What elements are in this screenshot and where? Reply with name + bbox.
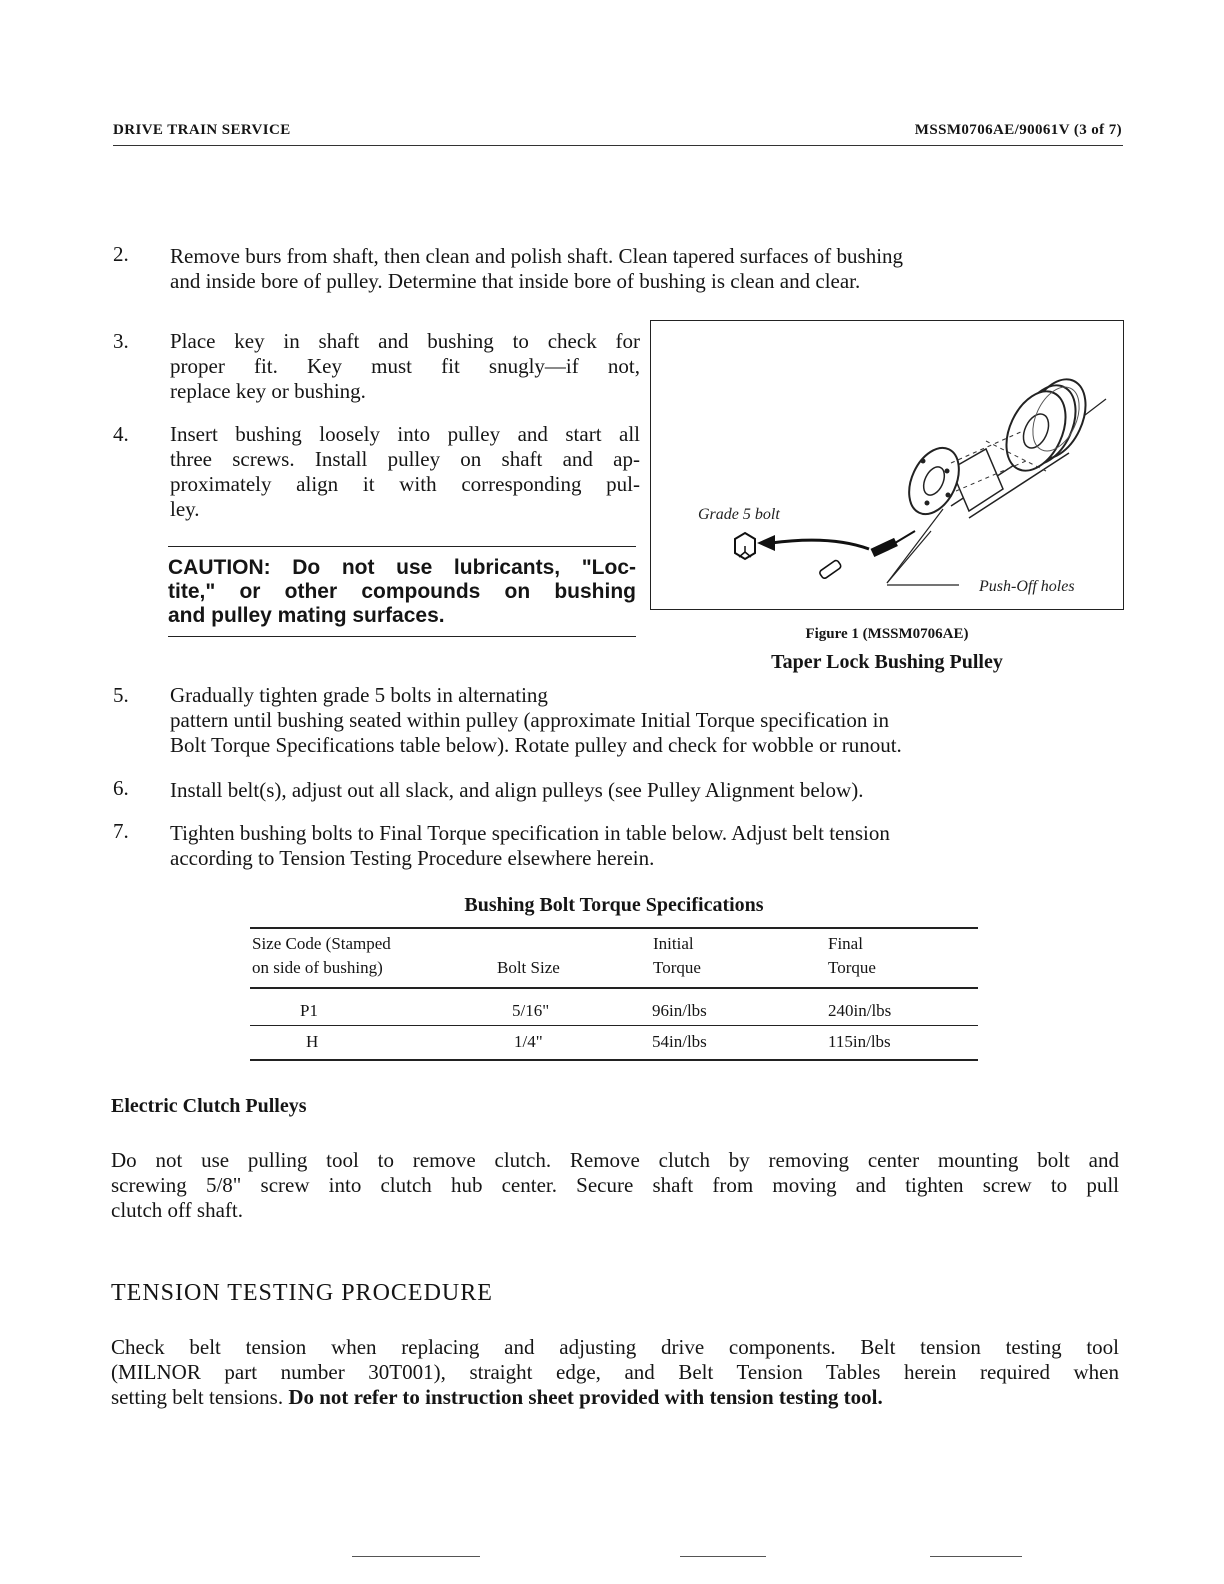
electric-line: screwing 5/8" screw into clutch hub center. Secure shaft from moving and tighten screw to pull (111, 1173, 1119, 1197)
caution-bottom-rule (168, 636, 636, 637)
step-4-text (170, 422, 640, 497)
figure-label-grade-5-bolt: Grade 5 bolt (698, 506, 780, 523)
electric-clutch-heading: Electric Clutch Pulleys (111, 1095, 307, 1117)
step-7-text (170, 821, 890, 871)
caution-line: CAUTION: Do not use lubricants, "Loc- (168, 556, 636, 579)
footer-mark (930, 1556, 1022, 1557)
pulley-icon (995, 370, 1098, 480)
table-row-p1-bolt: 5/16" (512, 1001, 550, 1020)
header-document-id: MSSM0706AE/90061V (3 of 7) (914, 122, 1122, 138)
electric-clutch-text (111, 1148, 1119, 1223)
step-5-number: 5. (113, 683, 129, 707)
table-header-bolt-size: Bolt Size (497, 958, 560, 977)
footer-mark (680, 1556, 766, 1557)
table-bottom-rule (250, 1059, 978, 1061)
push-off-pointer (887, 509, 959, 585)
step-7-line: according to Tension Testing Procedure elsewhere herein. (170, 846, 655, 870)
table-row-p1-final: 240in/lbs (828, 1001, 892, 1020)
tension-line: Check belt tension when replacing and adjusting drive components. Belt tension testing tool (111, 1335, 1119, 1359)
electric-line: Do not use pulling tool to remove clutch. Remove clutch by removing center mounting bolt and (111, 1148, 1119, 1172)
caution-line: and pulley mating surfaces. (168, 604, 445, 627)
table-row-p1-initial: 96in/lbs (652, 1001, 707, 1020)
bolt-head-icon (735, 533, 755, 559)
table-header-line: Torque (653, 958, 701, 977)
step-4-line: Insert bushing loosely into pulley and start all (170, 422, 640, 446)
caution-block (168, 556, 636, 628)
step-5-line: Bolt Torque Specifications table below). Rotate pulley and check for wobble or runout. (170, 733, 902, 757)
header-section-title: DRIVE TRAIN SERVICE (113, 122, 291, 138)
tension-last-line (111, 1385, 1119, 1410)
step-6-number: 6. (113, 776, 129, 800)
tension-line-bold: Do not refer to instruction sheet provided with tension testing tool. (288, 1385, 883, 1409)
step-7-number: 7. (113, 819, 129, 843)
table-row-h-size: H (306, 1032, 319, 1051)
table-header-final-torque (828, 932, 876, 980)
table-header-initial-torque (653, 932, 701, 980)
step-4-line: proximately align it with corresponding pul- (170, 472, 640, 496)
table-row-h-initial: 54in/lbs (652, 1032, 707, 1051)
tension-text (111, 1335, 1119, 1410)
footer-mark (352, 1556, 480, 1557)
step-3-text (170, 329, 640, 379)
table-header-rule (250, 987, 978, 989)
table-header-size-code (252, 932, 391, 980)
table-header-line: on side of bushing) (252, 958, 383, 977)
table-header-line: Initial (653, 934, 694, 953)
step-3-number: 3. (113, 329, 129, 353)
header-rule (113, 145, 1123, 146)
figure-frame (650, 320, 1124, 610)
taper-lock-pulley-illustration (651, 321, 1123, 609)
caution-top-rule (168, 546, 636, 547)
step-4-number: 4. (113, 422, 129, 446)
electric-line: clutch off shaft. (111, 1198, 243, 1222)
step-5-text (170, 683, 902, 758)
grade-5-bolt-icon (757, 531, 915, 557)
table-top-rule (250, 927, 978, 929)
figure-caption-number: Figure 1 (MSSM0706AE) (805, 626, 969, 642)
figure-label-push-off-holes: Push-Off holes (979, 578, 1075, 595)
table-header-line: Final (828, 934, 863, 953)
table-row-h-bolt: 1/4" (514, 1032, 543, 1051)
step-2-line: Remove burs from shaft, then clean and polish shaft. Clean tapered surfaces of bushing (170, 244, 904, 268)
table-row-rule (250, 1025, 978, 1026)
step-4-last-line: ley. (170, 497, 200, 521)
step-3-last-line: replace key or bushing. (170, 379, 366, 403)
tension-line: (MILNOR part number 30T001), straight edge, and Belt Tension Tables herein required when (111, 1360, 1119, 1384)
step-3-line: Place key in shaft and bushing to check for (170, 329, 640, 353)
step-5-line: pattern until bushing seated within pulley (approximate Initial Torque specification in (170, 708, 889, 732)
step-4-line: three screws. Install pulley on shaft and ap- (170, 447, 640, 471)
table-header-line: Size Code (Stamped (252, 934, 391, 953)
step-7-line: Tighten bushing bolts to Final Torque specification in table below. Adjust belt tension (170, 821, 890, 845)
table-title: Bushing Bolt Torque Specifications (464, 894, 764, 916)
step-2-line: and inside bore of pulley. Determine that inside bore of bushing is clean and clear. (170, 269, 861, 293)
table-header-line: Torque (828, 958, 876, 977)
step-2-text (170, 244, 903, 294)
tension-heading: TENSION TESTING PROCEDURE (111, 1280, 493, 1306)
step-2-number: 2. (113, 242, 129, 266)
step-3-line: proper fit. Key must fit snugly—if not, (170, 354, 640, 378)
figure-caption-title: Taper Lock Bushing Pulley (771, 651, 1003, 673)
bushing-icon (899, 440, 1003, 522)
caution-line: tite," or other compounds on bushing (168, 580, 636, 603)
step-5-line: Gradually tighten grade 5 bolts in alternating (170, 683, 548, 707)
tension-line-plain: setting belt tensions. (111, 1385, 289, 1409)
key-icon (819, 559, 842, 579)
step-6-text: Install belt(s), adjust out all slack, and align pulleys (see Pulley Alignment below). (170, 778, 864, 802)
table-row-h-final: 115in/lbs (828, 1032, 891, 1051)
table-row-p1-size: P1 (300, 1001, 318, 1020)
